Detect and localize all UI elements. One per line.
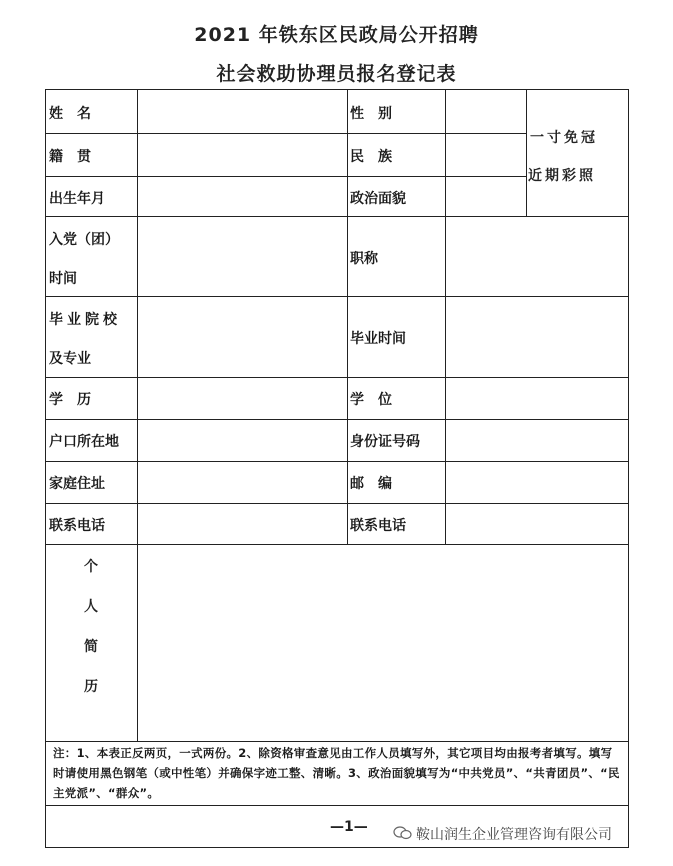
- label-political: 政治面貌: [350, 191, 406, 207]
- education-field[interactable]: [139, 379, 346, 418]
- label-party-time-line2: 时间: [49, 271, 77, 287]
- photo-label-line2: 近期彩照: [528, 168, 596, 184]
- form-notes: 注：1、本表正反两页，一式两份。2、除资格审查意见由工作人员填写外，其它项目均由报考者填写。填写时请使用黑色钢笔（或中性笔）并确保字迹工整、清晰。3、政治面貌填写为“中共党员”、“共青团员”、“民主党派”、“群众”。: [53, 746, 620, 800]
- grad-time-field[interactable]: [447, 298, 627, 376]
- page-number: —1—: [330, 819, 368, 835]
- photo-label-line1: 一寸免冠: [530, 130, 598, 146]
- resume-label-char: 个: [84, 559, 98, 575]
- row-divider: [45, 419, 629, 420]
- row-divider: [45, 741, 629, 742]
- birth-field[interactable]: [139, 178, 346, 215]
- label-title: 职称: [350, 251, 378, 267]
- resume-field[interactable]: [139, 546, 627, 740]
- row-divider: [45, 133, 526, 134]
- form-title-line2: 社会救助协理员报名登记表: [216, 63, 457, 85]
- watermark-text: 鞍山润生企业管理咨询有限公司: [416, 827, 612, 843]
- resume-label-char: 人: [84, 599, 98, 615]
- resume-label-char: 历: [84, 679, 98, 695]
- address-field[interactable]: [139, 463, 346, 502]
- label-address: 家庭住址: [49, 476, 105, 492]
- wechat-icon: [393, 826, 413, 840]
- label-gender: 性 别: [350, 106, 392, 122]
- label-grad-time: 毕业时间: [350, 331, 406, 347]
- origin-field[interactable]: [139, 135, 346, 175]
- row-divider: [45, 461, 629, 462]
- gender-field[interactable]: [447, 91, 525, 132]
- label-school-line2: 及专业: [49, 351, 91, 367]
- form-title-line1: 2021 年铁东区民政局公开招聘: [194, 24, 479, 46]
- label-school-line1: 毕业院校: [49, 312, 121, 328]
- label-postcode: 邮 编: [350, 476, 392, 492]
- photo-box[interactable]: [528, 91, 627, 215]
- col-divider: [137, 89, 138, 741]
- hukou-field[interactable]: [139, 421, 346, 460]
- ethnicity-field[interactable]: [447, 135, 525, 175]
- postcode-field[interactable]: [447, 463, 627, 502]
- label-party-time-line1: 入党（团）: [49, 232, 119, 248]
- phone-2-field[interactable]: [447, 505, 627, 543]
- label-name: 姓 名: [49, 106, 91, 122]
- row-divider: [45, 503, 629, 504]
- resume-label-char: 简: [84, 639, 98, 655]
- row-divider: [45, 176, 526, 177]
- row-divider: [45, 377, 629, 378]
- col-divider: [347, 89, 348, 544]
- row-divider: [45, 805, 629, 806]
- label-ethnicity: 民 族: [350, 149, 392, 165]
- row-divider: [45, 216, 629, 217]
- row-divider: [45, 296, 629, 297]
- col-divider: [445, 89, 446, 544]
- degree-field[interactable]: [447, 379, 627, 418]
- school-field[interactable]: [139, 298, 346, 376]
- label-birth: 出生年月: [49, 191, 105, 207]
- row-divider: [45, 544, 629, 545]
- col-divider: [526, 89, 527, 216]
- label-phone-2: 联系电话: [350, 518, 406, 534]
- political-field[interactable]: [447, 178, 525, 215]
- name-field[interactable]: [139, 91, 346, 132]
- label-phone: 联系电话: [49, 518, 105, 534]
- label-id-number: 身份证号码: [350, 434, 420, 450]
- id-number-field[interactable]: [447, 421, 627, 460]
- label-hukou: 户口所在地: [49, 434, 119, 450]
- party-time-field[interactable]: [139, 218, 346, 295]
- label-degree: 学 位: [350, 392, 392, 408]
- label-origin: 籍 贯: [49, 149, 91, 165]
- title-field[interactable]: [447, 218, 627, 295]
- label-education: 学 历: [49, 392, 91, 408]
- phone-field[interactable]: [139, 505, 346, 543]
